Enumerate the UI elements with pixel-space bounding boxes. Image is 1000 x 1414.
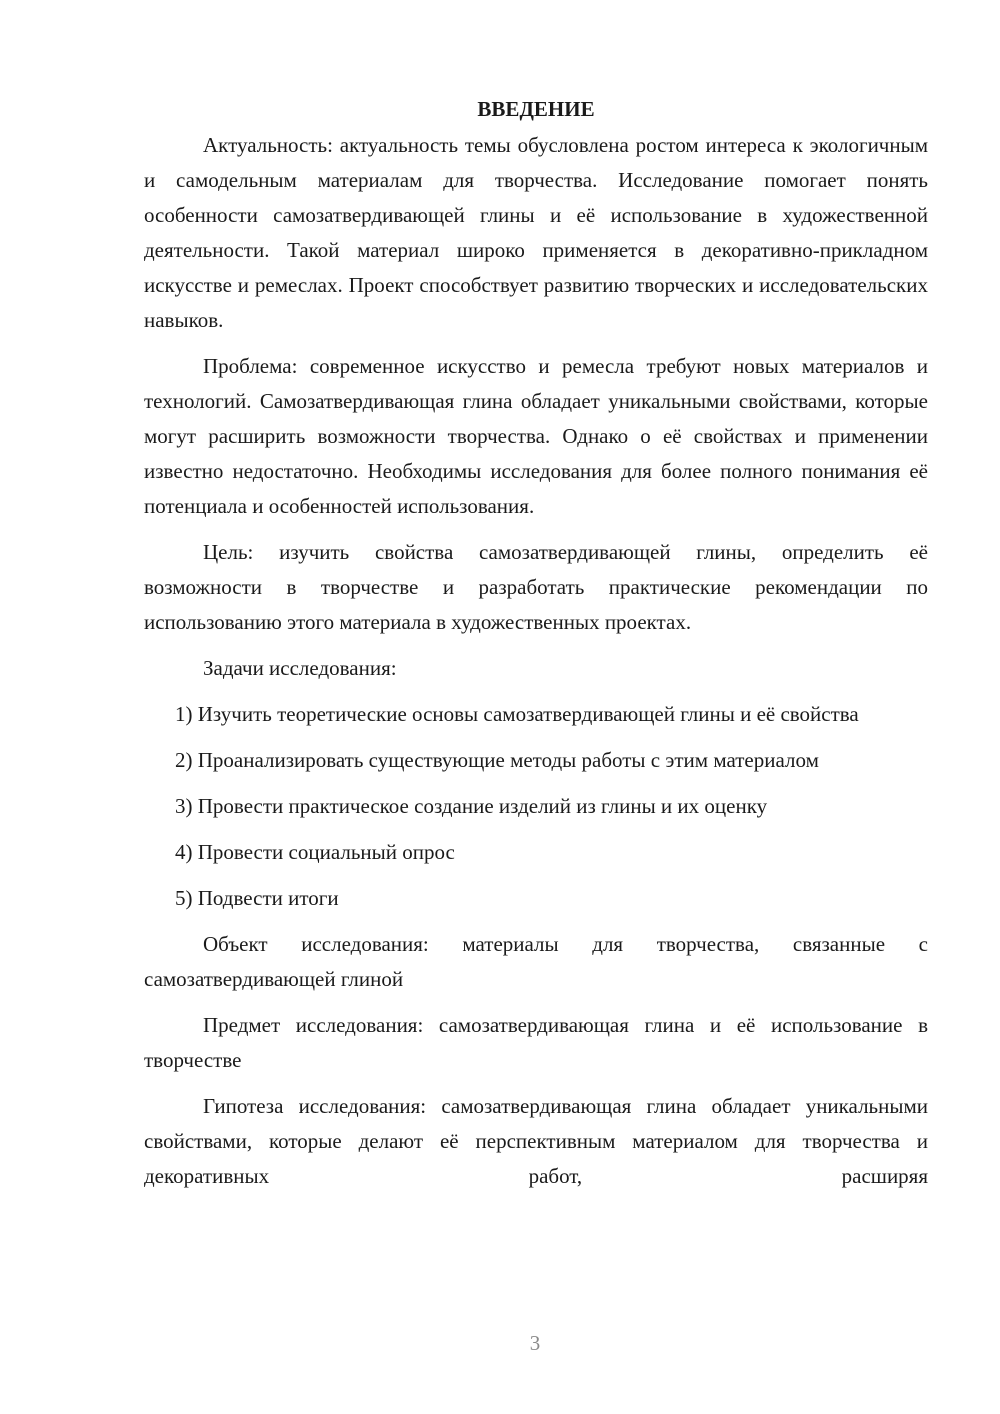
task-item: 5) Подвести итоги	[175, 886, 339, 910]
goal-paragraph: Цель: изучить свойства самозатвердивающей глины, определить её возможности в творчестве и разработать практические рекомендации по использованию этого материала в художественных проектах.	[144, 540, 928, 634]
subject-paragraph: Предмет исследования: самозатвердивающая глина и её использование в творчестве	[144, 1013, 928, 1072]
tasks-heading: Задачи исследования:	[203, 656, 397, 680]
problem-paragraph: Проблема: современное искусство и ремесла требуют новых материалов и технологий. Самозатвердивающая глина обладает уникальными свойствами, которые могут расширить возможности творчества. Однако о её свойствах и применении известно недостаточно. Необходимы исследования для более полного понимания её потенциала и особенностей использования.	[144, 354, 928, 518]
relevance-paragraph: Актуальность: актуальность темы обусловлена ростом интереса к экологичным и самодельным материалам для творчества. Исследование помогает понять особенности самозатвердивающей глины и её использование в художественной деятельности. Такой материал широко применяется в декоративно-прикладном искусстве и ремеслах. Проект способствует развитию творческих и исследовательских навыков.	[144, 133, 928, 332]
task-item: 4) Провести социальный опрос	[175, 840, 455, 864]
page-number: 3	[529, 1331, 541, 1355]
task-item: 2) Проанализировать существующие методы работы с этим материалом	[175, 748, 819, 772]
task-item: 3) Провести практическое создание изделий из глины и их оценку	[175, 794, 768, 818]
hypothesis-paragraph: Гипотеза исследования: самозатвердивающая глина обладает уникальными свойствами, которые делают её перспективным материалом для творчества и декоративных работ, расширяя	[144, 1094, 928, 1188]
section-title: ВВЕДЕНИЕ	[477, 97, 595, 121]
object-paragraph: Объект исследования: материалы для творчества, связанные с самозатвердивающей глиной	[144, 932, 928, 991]
document-page	[144, 92, 928, 1194]
task-item: 1) Изучить теоретические основы самозатвердивающей глины и её свойства	[175, 702, 859, 726]
